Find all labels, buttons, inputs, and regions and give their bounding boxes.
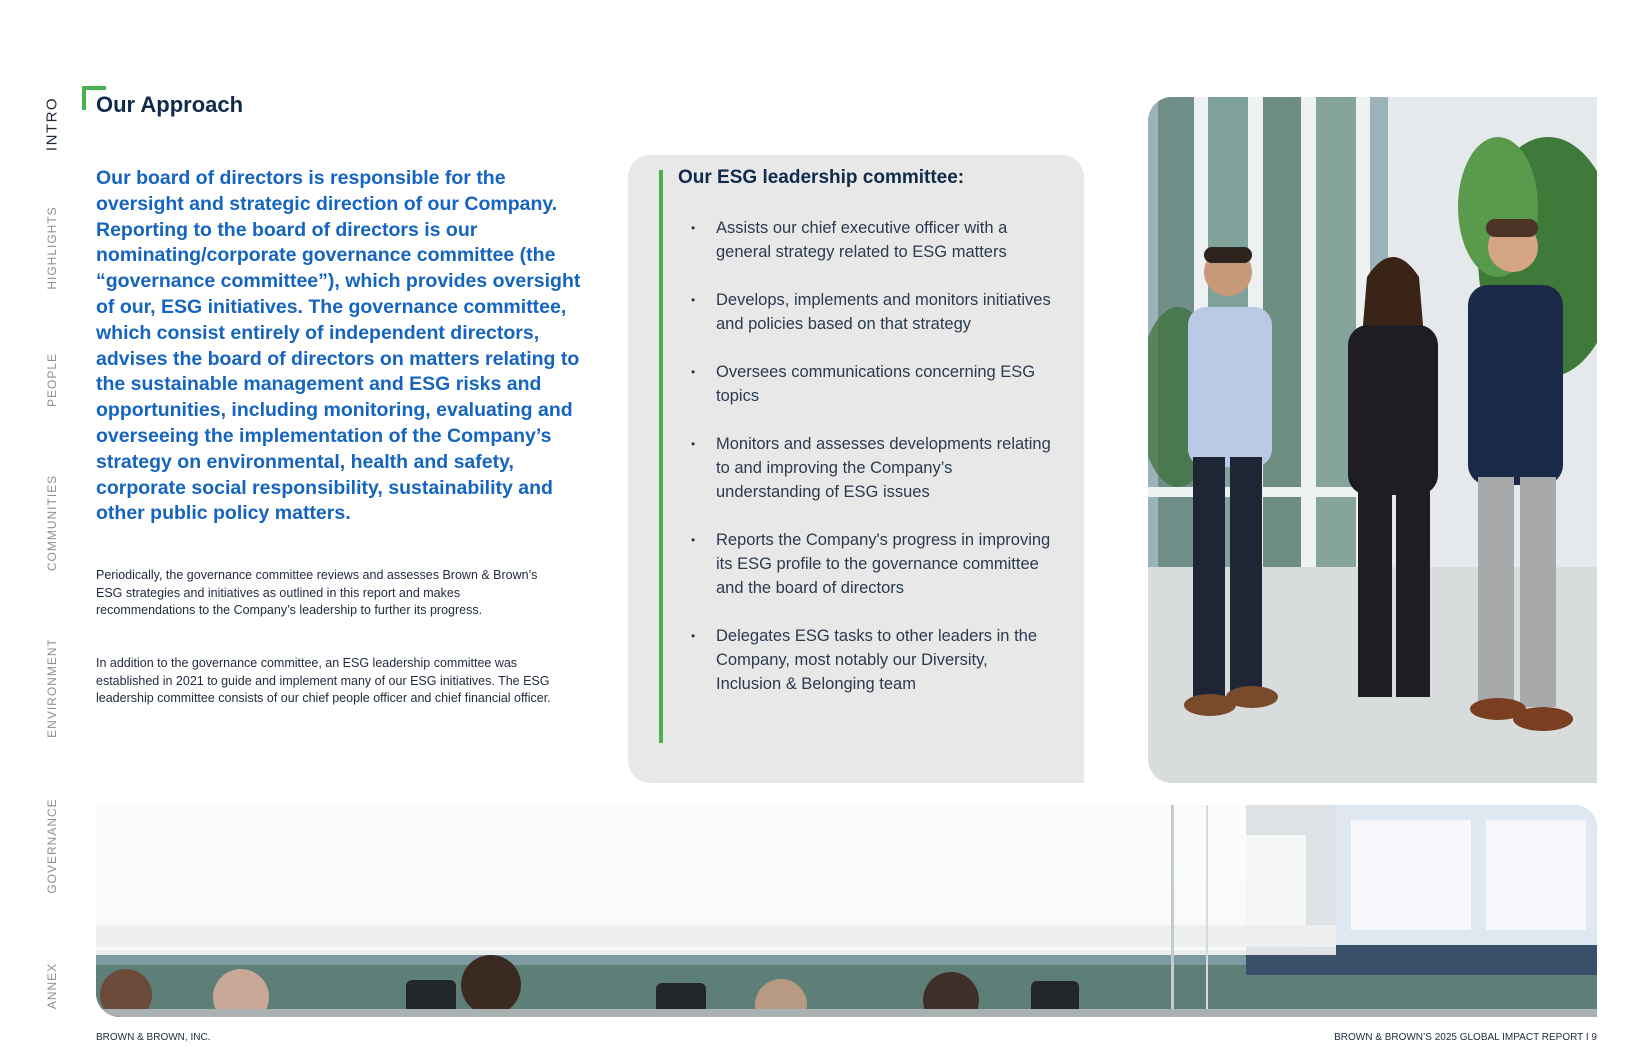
panel-accent-rule bbox=[659, 170, 663, 743]
body-paragraph-2: In addition to the governance committee, an ESG leadership committee was established in 2021 to guide and implement many of our ESG initiatives. The ESG leadership committee consists of our chief people officer and chief financial officer. bbox=[96, 656, 551, 705]
footer-company-name: BROWN & BROWN, INC. bbox=[96, 1032, 211, 1043]
body-paragraph-1: Periodically, the governance committee reviews and assesses Brown & Brown’s ESG strategies and initiatives as outlined in this report and makes recommendations to the Company’s leadership to further its progress. bbox=[96, 568, 538, 617]
committee-item: • Delegates ESG tasks to other leaders in the Company, most notably our Diversity, Inclusion & Belonging team bbox=[686, 624, 1056, 696]
photo-office-meeting bbox=[96, 805, 1597, 1017]
photo-colleagues bbox=[1148, 97, 1597, 783]
footer-report-page: BROWN & BROWN’S 2025 GLOBAL IMPACT REPORT I 9 bbox=[1334, 1032, 1597, 1043]
committee-item: • Monitors and assesses developments relating to and improving the Company’s understanding of ESG issues bbox=[686, 432, 1056, 504]
page-title: Our Approach bbox=[96, 92, 244, 117]
side-navigation bbox=[0, 0, 90, 1056]
nav-item-communities[interactable]: COMMUNITIES bbox=[45, 474, 59, 572]
committee-item: • Reports the Company's progress in improving its ESG profile to the governance committee and the board of directors bbox=[686, 528, 1056, 600]
nav-item-annex[interactable]: ANNEX bbox=[45, 962, 59, 1010]
committee-item: • Develops, implements and monitors initiatives and policies based on that strategy bbox=[686, 288, 1056, 336]
nav-item-environment[interactable]: ENVIRONMENT bbox=[45, 638, 59, 738]
nav-item-intro[interactable]: INTRO bbox=[43, 96, 61, 152]
committee-heading: Our ESG leadership committee: bbox=[678, 167, 965, 188]
lead-paragraph: Our board of directors is responsible for the oversight and strategic direction of our Company. Reporting to the board of directors is our nominating/corporate governance committee (the “governance committee”), which provides oversight of our, ESG initiatives. The governance committee, which consist entirely of independent directors, advises the board of directors on matters relating to the sustainable management and ESG risks and opportunities, including monitoring, evaluating and overseeing the implementation of the Company’s strategy on environmental, health and safety, corporate social responsibility, sustainability and other public policy matters. bbox=[96, 167, 581, 525]
committee-list bbox=[686, 216, 1056, 720]
nav-item-highlights[interactable]: HIGHLIGHTS bbox=[45, 206, 59, 290]
photo-colleagues-illustration bbox=[1148, 97, 1597, 783]
photo-office-illustration bbox=[96, 805, 1597, 1017]
nav-item-people[interactable]: PEOPLE bbox=[45, 352, 59, 408]
nav-item-governance[interactable]: GOVERNANCE bbox=[45, 798, 59, 894]
committee-item: • Assists our chief executive officer with a general strategy related to ESG matters bbox=[686, 216, 1056, 264]
committee-item: • Oversees communications concerning ESG topics bbox=[686, 360, 1056, 408]
